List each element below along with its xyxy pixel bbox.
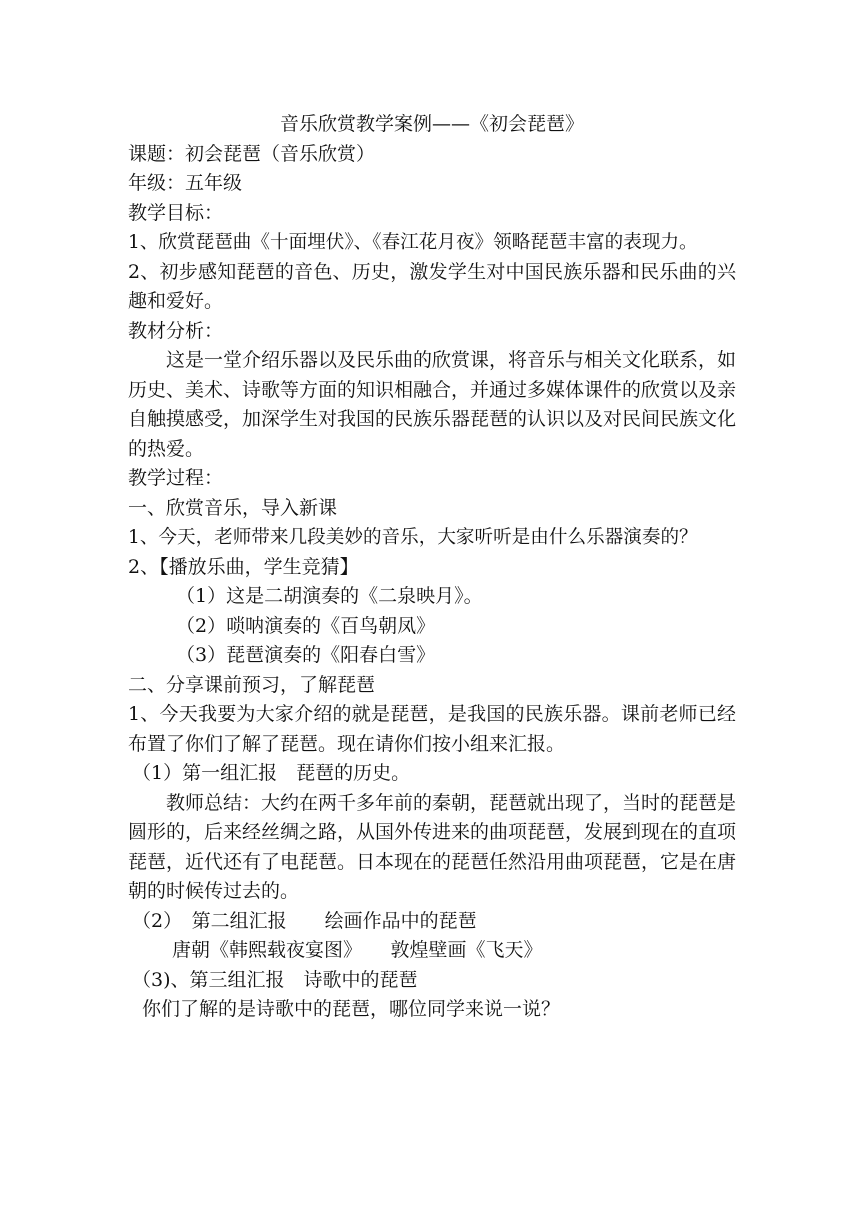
- document-title: 音乐欣赏教学案例——《初会琵琶》: [279, 113, 584, 135]
- section-1-item-2: 2、【播放乐曲，学生竞猜】: [128, 555, 359, 578]
- section-1-sub-1: （1）这是二胡演奏的《二泉映月》。: [176, 585, 483, 607]
- objectives-heading: 教学目标：: [128, 201, 224, 224]
- objective-1: 1、欣赏琵琶曲《十面埋伏》、《春江花月夜》领略琵琶丰富的表现力。: [128, 232, 698, 253]
- section-2-item-1: 1、今天我要为大家介绍的就是琵琶，是我国的民族乐器。课前老师已经布置了你们了解了琵琶。现在请你们按小组来汇报。: [128, 703, 736, 755]
- process-heading: 教学过程：: [128, 467, 224, 489]
- section-1-heading: 一、欣赏音乐，导入新课: [128, 496, 338, 519]
- analysis-paragraph: 这是一堂介绍乐器以及民乐曲的欣赏课，将音乐与相关文化联系，如历史、美术、诗歌等方面的知识相融合，并通过多媒体课件的欣赏以及亲自触摸感受，加深学生对我国的民族乐器琵琶的认识以及对民间民族文化的热爱。: [128, 349, 737, 460]
- grade-line: 年级：五年级: [128, 172, 243, 194]
- analysis-heading: 教材分析：: [128, 319, 224, 342]
- section-1-sub-2: （2）唢呐演奏的《百鸟朝凤》: [176, 614, 436, 637]
- section-1-sub-3: （3）琵琶演奏的《阳春白雪》: [176, 644, 436, 666]
- teacher-summary: 教师总结：大约在两千多年前的秦朝，琵琶就出现了，当时的琵琶是圆形的，后来经丝绸之路，从国外传进来的曲项琵琶，发展到现在的直项琵琶，近代还有了电琵琶。日本现在的琵琶任然沿用曲项琵琶，它是在唐朝的时候传过去的。: [128, 791, 737, 902]
- document-body: [128, 110, 736, 1025]
- poetry-question: 你们了解的是诗歌中的琵琶，哪位同学来说一说？: [142, 998, 561, 1020]
- lesson-topic: 课题：初会琵琶（音乐欣赏）: [128, 142, 376, 165]
- paintings-line: 唐朝《韩熙载夜宴图》 敦煌壁画《飞天》: [172, 939, 543, 961]
- section-2-heading: 二、分享课前预习，了解琵琶: [128, 673, 376, 696]
- group-1-report: （1）第一组汇报 琵琶的历史。: [132, 762, 411, 784]
- section-1-item-1: 1、今天，老师带来几段美妙的音乐，大家听听是由什么乐器演奏的？: [128, 527, 698, 548]
- group-2-report: （2） 第二组汇报 绘画作品中的琵琶: [132, 909, 477, 932]
- objective-2: 2、初步感知琵琶的音色、历史，激发学生对中国民族乐器和民乐曲的兴趣和爱好。: [128, 260, 736, 312]
- group-3-report: （3)、第三组汇报 诗歌中的琵琶: [132, 968, 418, 991]
